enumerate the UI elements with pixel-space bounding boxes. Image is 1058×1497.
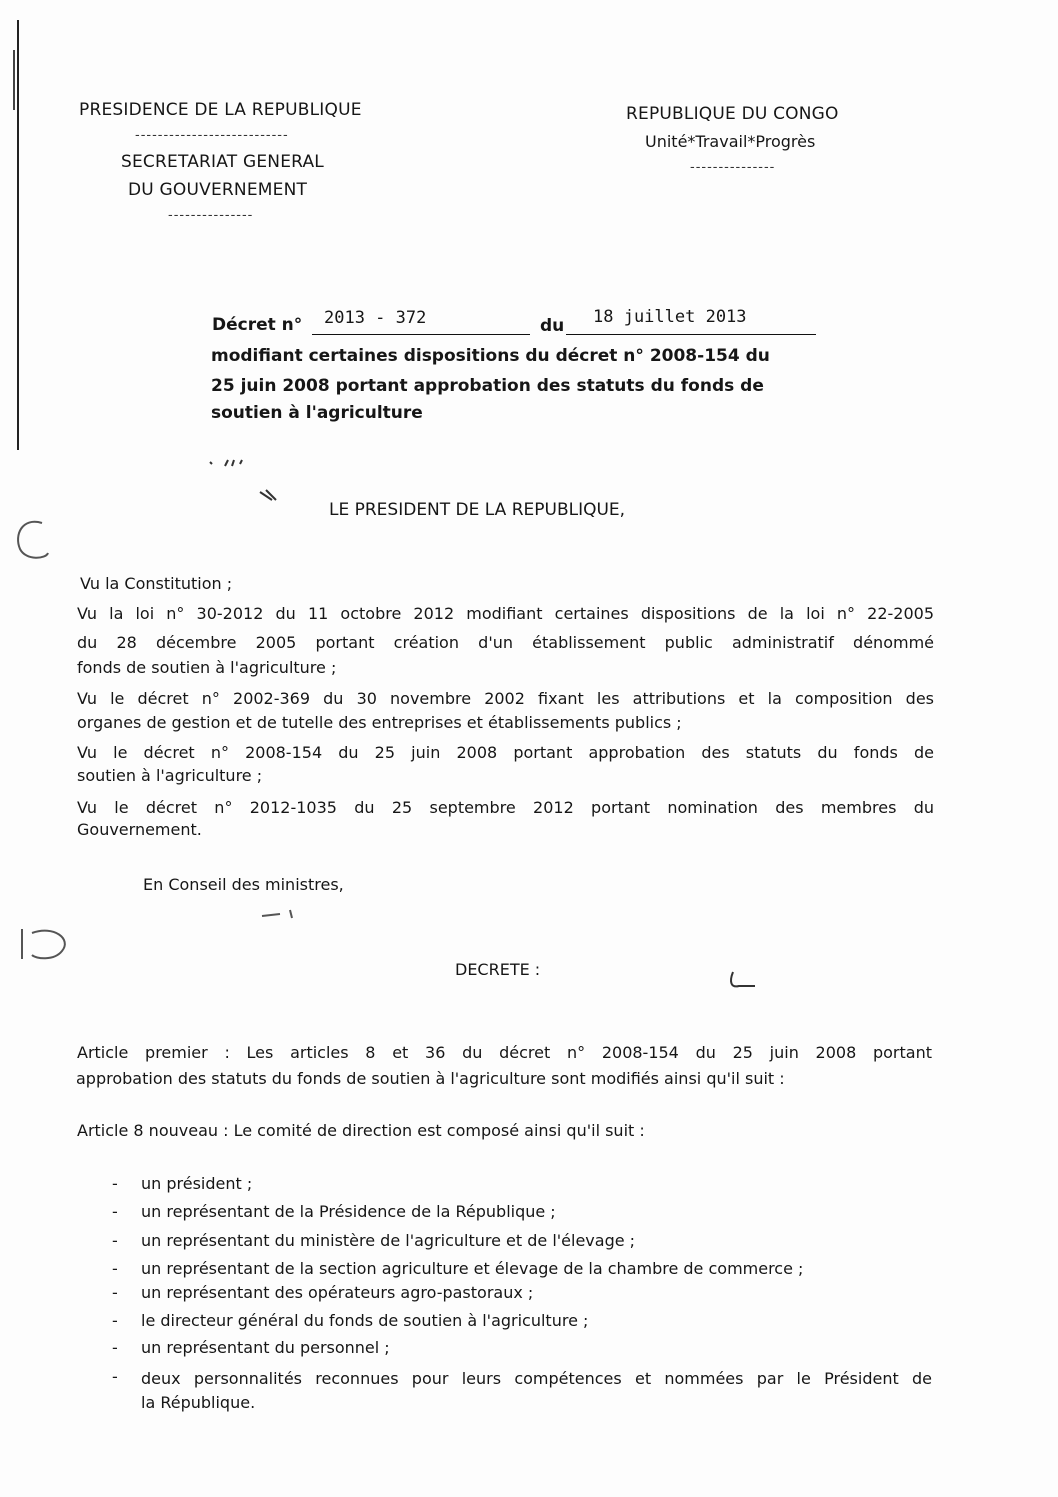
decree-date-line — [566, 334, 816, 335]
decree-label: Décret n° — [212, 315, 303, 335]
decree-subject-line: soutien à l'agriculture — [211, 403, 423, 423]
article-8-line: Article 8 nouveau : Le comité de direction est composé ainsi qu'il suit : — [77, 1121, 645, 1140]
decree-number-line — [312, 334, 530, 335]
visa-line: Gouvernement. — [77, 820, 202, 839]
article-premier-line: approbation des statuts du fonds de soutien à l'agriculture sont modifiés ainsi qu'il suit : — [76, 1069, 785, 1088]
list-item: deux personnalités reconnues pour leurs compétences et nommées par le Président de — [141, 1369, 932, 1388]
decree-number: 2013 - 372 — [324, 308, 427, 328]
conseil-line: En Conseil des ministres, — [143, 875, 344, 894]
list-item: un représentant du personnel ; — [141, 1338, 390, 1357]
header-presidence: PRESIDENCE DE LA REPUBLIQUE — [79, 100, 362, 120]
decree-subject-line: modifiant certaines dispositions du décret n° 2008-154 du — [211, 346, 770, 366]
list-bullet: - — [112, 1311, 118, 1330]
header-motto: Unité*Travail*Progrès — [645, 132, 816, 151]
visa-line: organes de gestion et de tutelle des entreprises et établissements publics ; — [77, 713, 682, 732]
ink-mark — [725, 968, 765, 998]
header-republique: REPUBLIQUE DU CONGO — [626, 104, 839, 124]
list-bullet: - — [112, 1202, 118, 1221]
visa-line: du 28 décembre 2005 portant création d'un établissement public administratif dénommé — [77, 633, 934, 652]
header-secretariat: SECRETARIAT GENERAL — [121, 152, 324, 172]
visa-line: Vu le décret n° 2002-369 du 30 novembre 2002 fixant les attributions et la composition des — [77, 689, 934, 708]
list-item: un représentant du ministère de l'agriculture et de l'élevage ; — [141, 1231, 636, 1250]
list-item: le directeur général du fonds de soutien à l'agriculture ; — [141, 1311, 589, 1330]
article-premier-line: Article premier : Les articles 8 et 36 du décret n° 2008-154 du 25 juin 2008 portant — [77, 1043, 932, 1062]
list-item: un président ; — [141, 1174, 253, 1193]
header-gouvernement: DU GOUVERNEMENT — [128, 180, 308, 200]
visa-line: Vu la loi n° 30-2012 du 11 octobre 2012 modifiant certaines dispositions de la loi n° 22-2005 — [77, 604, 934, 623]
visa-line: Vu le décret n° 2008-154 du 25 juin 2008 portant approbation des statuts du fonds de — [77, 743, 934, 762]
list-item: un représentant de la section agriculture et élevage de la chambre de commerce ; — [141, 1259, 804, 1278]
visa-line: Vu la Constitution ; — [80, 574, 233, 593]
visa-line: Vu le décret n° 2012-1035 du 25 septembre 2012 portant nomination des membres du — [77, 798, 934, 817]
header-left-dashes: --------------- — [168, 208, 254, 223]
list-bullet: - — [112, 1231, 118, 1250]
list-bullet: - — [112, 1174, 118, 1193]
punch-hole-mark — [12, 515, 52, 565]
decree-subject-line: 25 juin 2008 portant approbation des statuts du fonds de — [211, 376, 764, 396]
list-item: la République. — [141, 1393, 256, 1412]
list-item: un représentant des opérateurs agro-pastoraux ; — [141, 1283, 534, 1302]
list-bullet: - — [112, 1367, 118, 1386]
decrete-heading: DECRETE : — [455, 960, 541, 979]
punch-hole-mark — [14, 925, 70, 965]
visa-line: fonds de soutien à l'agriculture ; — [77, 658, 337, 677]
list-item: un représentant de la Présidence de la République ; — [141, 1202, 556, 1221]
visa-line: soutien à l'agriculture ; — [77, 766, 263, 785]
header-right-dashes: --------------- — [690, 160, 776, 175]
scan-edge-mark — [10, 20, 30, 450]
ink-mark — [200, 452, 300, 512]
decree-date: 18 juillet 2013 — [593, 307, 747, 327]
list-bullet: - — [112, 1283, 118, 1302]
list-bullet: - — [112, 1338, 118, 1357]
president-heading: LE PRESIDENT DE LA REPUBLIQUE, — [329, 500, 626, 520]
list-bullet: - — [112, 1259, 118, 1278]
header-left-dashes: --------------------------- — [135, 128, 289, 143]
decree-du-label: du — [540, 316, 565, 336]
ink-mark — [258, 908, 308, 924]
